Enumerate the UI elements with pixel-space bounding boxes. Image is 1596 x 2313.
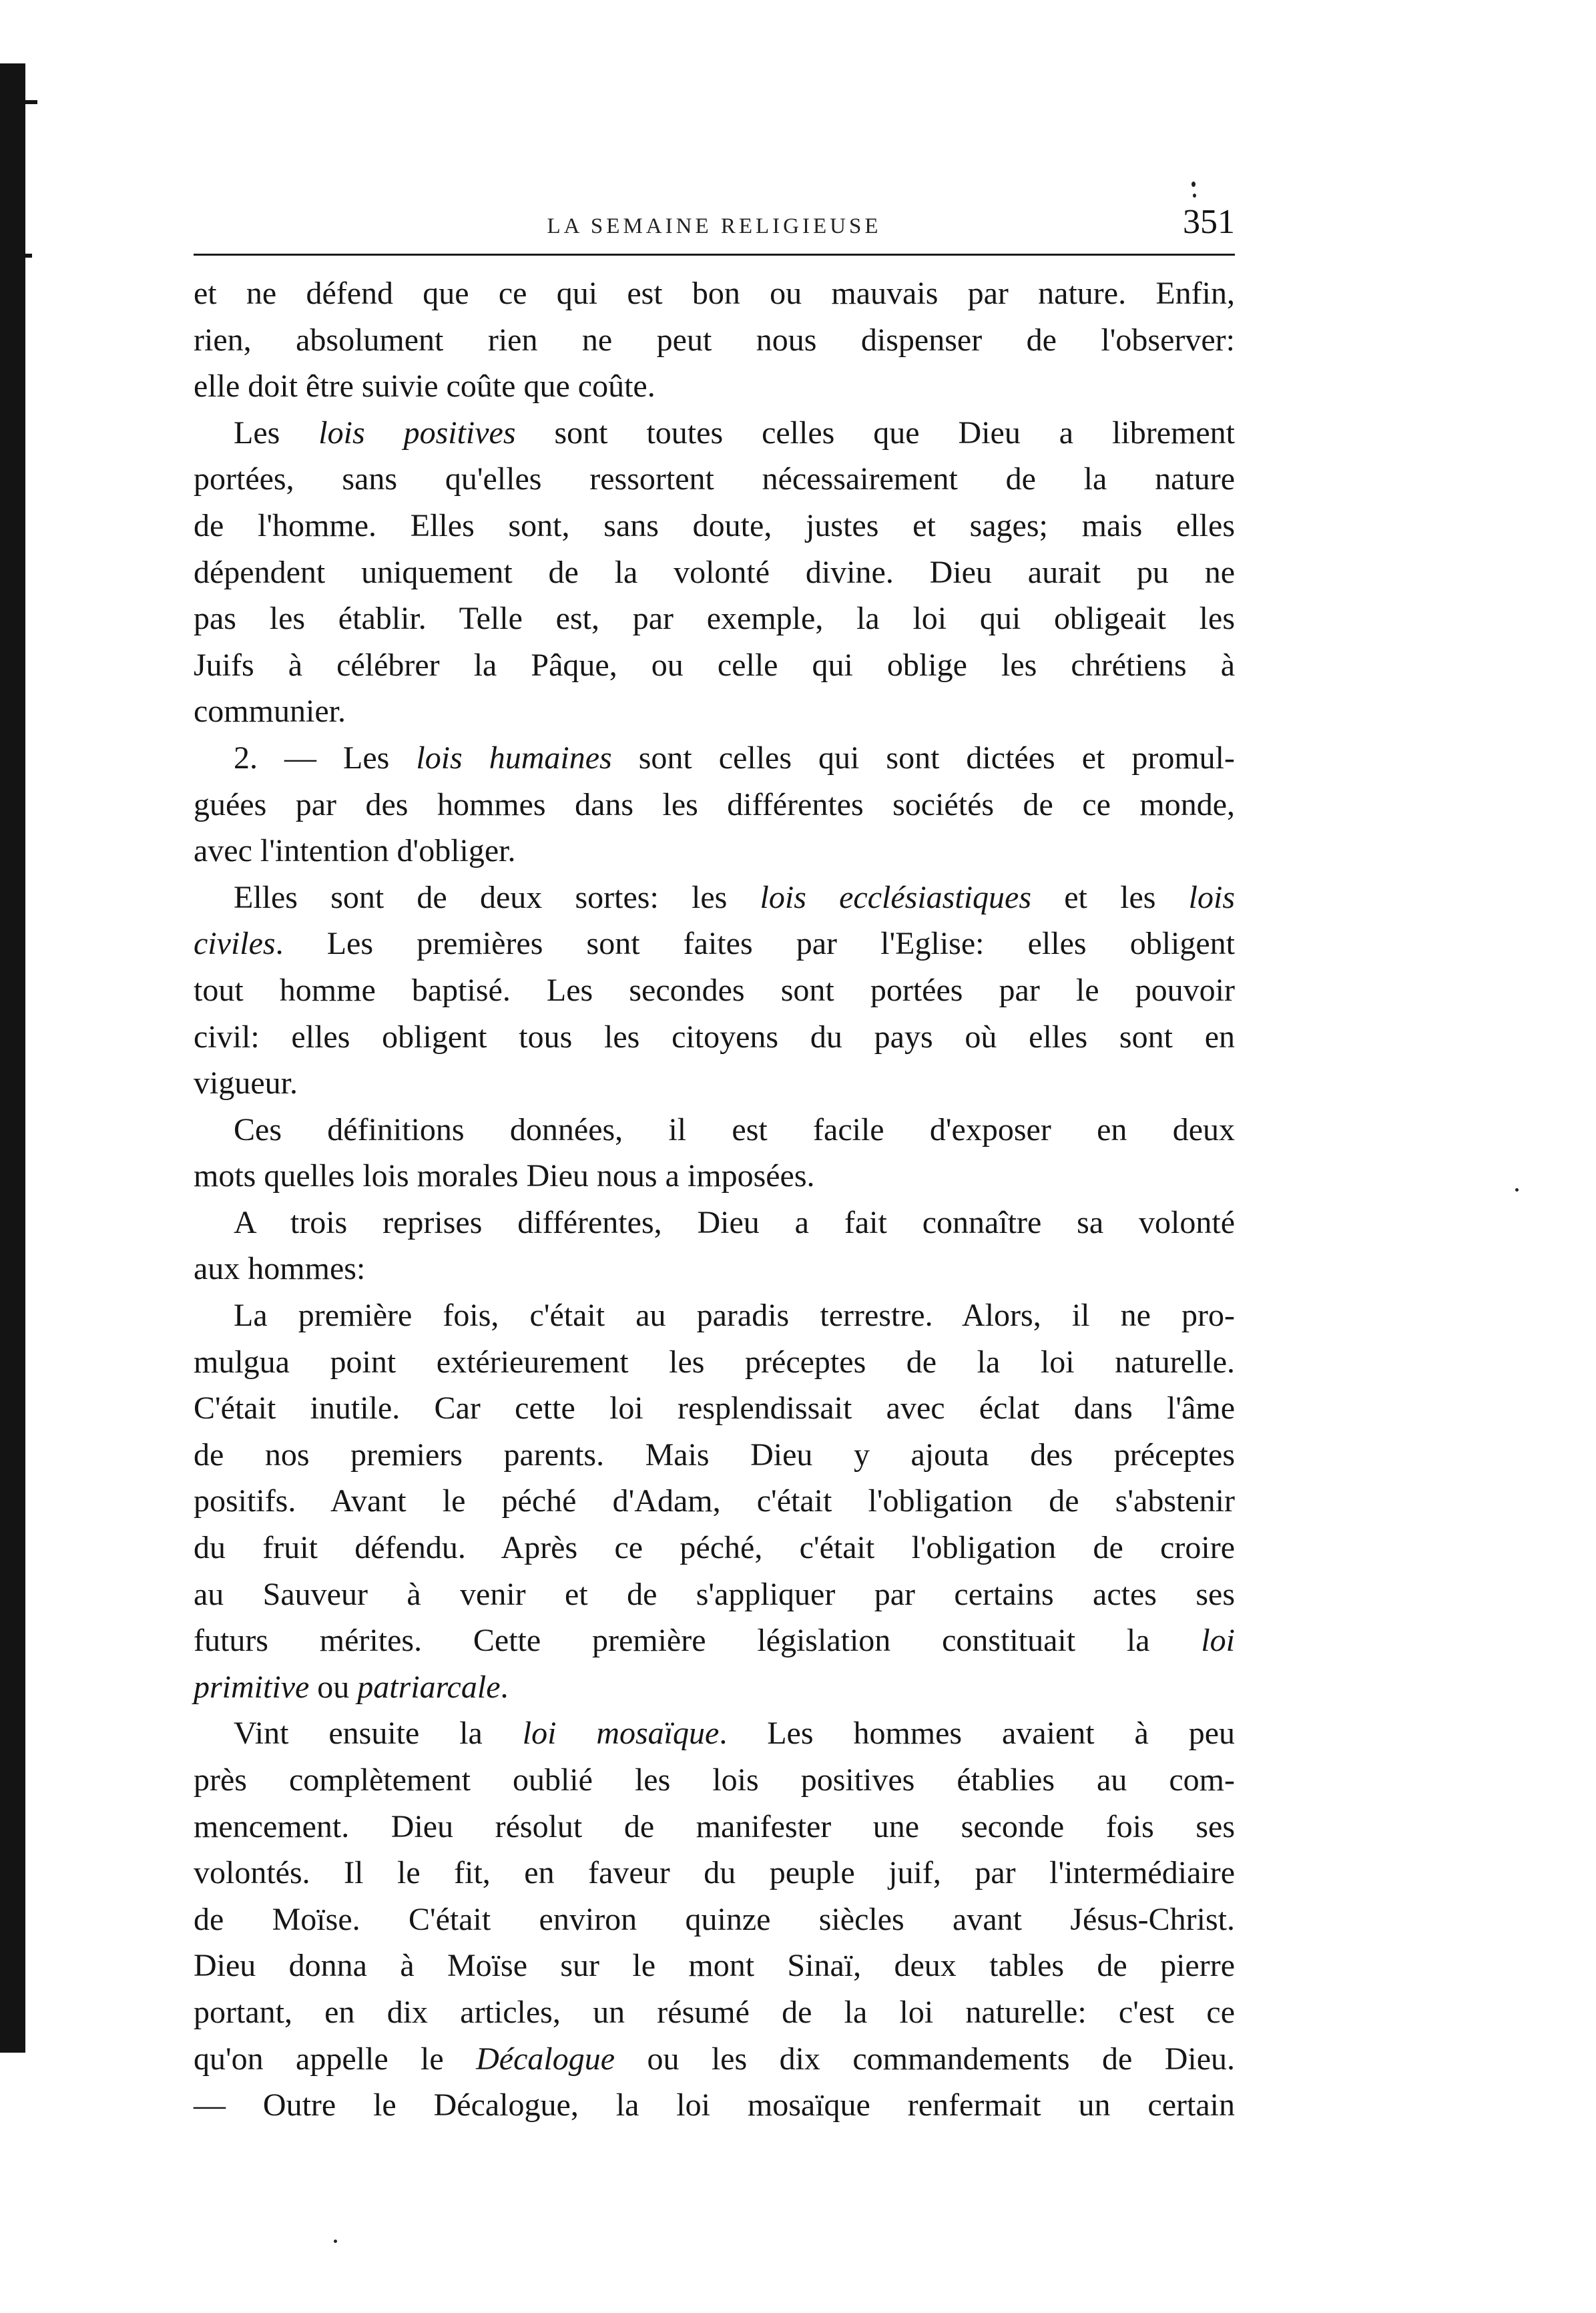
paragraph-loi-mosaique xyxy=(194,1710,1235,2128)
text-line xyxy=(194,1525,1235,1571)
text-line xyxy=(194,1571,1235,1618)
text-run: de l'homme. Elles sont, sans doute, justes et sages; mais elles xyxy=(194,507,1235,543)
text-run: du fruit défendu. Après ce péché, c'était l'obligation de croire xyxy=(194,1530,1235,1566)
text-line xyxy=(194,735,1235,782)
text-line xyxy=(194,921,1235,967)
text-run: C'était inutile. Car cette loi resplendissait avec éclat dans l'âme xyxy=(194,1390,1235,1427)
text-run: portées, sans qu'elles ressortent nécessairement de la nature xyxy=(194,461,1235,497)
text-line xyxy=(194,1804,1235,1850)
text-line xyxy=(194,410,1235,457)
text-line xyxy=(194,1339,1235,1386)
book-page xyxy=(194,200,1235,2129)
text-line xyxy=(194,1757,1235,1804)
text-run: positifs. Avant le péché d'Adam, c'était l'obligation de s'abstenir xyxy=(194,1483,1235,1519)
paragraph-deux-sortes xyxy=(194,874,1235,1107)
scan-binding-edge xyxy=(0,63,25,2053)
paragraph xyxy=(194,270,1235,410)
text-run: portant, en dix articles, un résumé de la loi naturelle: c'est ce xyxy=(194,1994,1235,2030)
text-run: A trois reprises différentes, Dieu a fait connaître sa volonté xyxy=(234,1204,1235,1240)
text-line xyxy=(194,642,1235,689)
scan-speck xyxy=(1191,182,1195,187)
text-line xyxy=(194,874,1235,921)
text-line xyxy=(194,1989,1235,2036)
text-run: tout homme baptisé. Les secondes sont portées par le pouvoir xyxy=(194,972,1235,1008)
italic-term: primitive xyxy=(194,1669,310,1705)
text-run: au Sauveur à venir et de s'appliquer par certains actes ses xyxy=(194,1576,1235,1612)
body-text xyxy=(194,270,1235,2129)
text-line xyxy=(194,1432,1235,1479)
text-run: communier. xyxy=(194,694,346,730)
page-number: 351 xyxy=(1183,203,1235,241)
text-run: aux hommes: xyxy=(194,1251,366,1287)
text-run: qu'on appelle le xyxy=(194,2041,477,2077)
text-run: civil: elles obligent tous les citoyens du pays où elles sont en xyxy=(194,1019,1235,1055)
text-line xyxy=(194,1478,1235,1525)
text-run: — Outre le Décalogue, la loi mosaïque renfermait un certain xyxy=(194,2087,1235,2123)
text-line xyxy=(194,1246,1235,1292)
paragraph-lois-positives xyxy=(194,410,1235,735)
text-run: mencement. Dieu résolut de manifester une seconde fois ses xyxy=(194,1808,1235,1844)
text-run: . xyxy=(500,1669,509,1705)
text-run: La première fois, c'était au paradis terrestre. Alors, il ne pro- xyxy=(234,1298,1235,1334)
text-line xyxy=(194,1617,1235,1664)
text-run: Les xyxy=(234,415,319,451)
text-line xyxy=(194,1060,1235,1107)
scan-artifact xyxy=(20,254,32,258)
italic-term: patriarcale xyxy=(357,1669,501,1705)
text-line xyxy=(194,1943,1235,1989)
text-line xyxy=(194,503,1235,549)
paragraph-premiere-fois xyxy=(194,1292,1235,1710)
text-line xyxy=(194,2082,1235,2129)
text-run: de Moïse. C'était environ quinze siècles avant Jésus-Christ. xyxy=(194,1901,1235,1937)
text-run: mulgua point extérieurement les préceptes de la loi naturelle. xyxy=(194,1344,1235,1380)
running-title: LA SEMAINE RELIGIEUSE xyxy=(547,214,882,238)
text-run: ou les dix commandements de Dieu. xyxy=(615,2041,1235,2077)
text-run: avec l'intention d'obliger. xyxy=(194,833,516,869)
text-run: mots quelles lois morales Dieu nous a imposées. xyxy=(194,1158,815,1194)
text-run: et ne défend que ce qui est bon ou mauvais par nature. Enfin, xyxy=(194,276,1235,311)
scan-artifact xyxy=(20,100,37,104)
text-line xyxy=(194,1896,1235,1943)
paragraph-lois-humaines xyxy=(194,735,1235,874)
text-run: guées par des hommes dans les différentes sociétés de ce monde, xyxy=(194,786,1235,822)
text-line xyxy=(194,782,1235,828)
text-run: . Les hommes avaient à peu xyxy=(719,1716,1235,1752)
italic-term: civiles xyxy=(194,926,276,962)
text-run: elle doit être suivie coûte que coûte. xyxy=(194,368,655,405)
scan-speck xyxy=(1193,194,1196,198)
text-line xyxy=(194,1014,1235,1061)
scan-speck xyxy=(334,2240,337,2243)
italic-term: lois positives xyxy=(318,415,516,451)
text-run: . Les premières sont faites par l'Eglise: elles obligent xyxy=(275,926,1235,962)
text-run: de nos premiers parents. Mais Dieu y ajouta des préceptes xyxy=(194,1437,1235,1473)
text-line xyxy=(194,1153,1235,1200)
text-run: volontés. Il le fit, en faveur du peuple juif, par l'intermédiaire xyxy=(194,1855,1235,1891)
text-line xyxy=(194,688,1235,735)
text-run: près complètement oublié les lois positives établies au com- xyxy=(194,1762,1235,1798)
text-line xyxy=(194,967,1235,1014)
text-run: et les xyxy=(1031,879,1189,915)
text-line xyxy=(194,1850,1235,1896)
text-run: Juifs à célébrer la Pâque, ou celle qui oblige les chrétiens à xyxy=(194,647,1235,683)
text-line xyxy=(194,828,1235,874)
italic-term: loi xyxy=(1201,1623,1235,1659)
text-line xyxy=(194,1664,1235,1711)
text-run: dépendent uniquement de la volonté divine. Dieu aurait pu ne xyxy=(194,554,1235,590)
paragraph-definitions xyxy=(194,1107,1235,1200)
paragraph-trois-reprises xyxy=(194,1200,1235,1292)
text-run: pas les établir. Telle est, par exemple, la loi qui obligeait les xyxy=(194,601,1235,637)
italic-term: loi mosaïque xyxy=(522,1716,720,1752)
text-line xyxy=(194,1710,1235,1757)
text-run: vigueur. xyxy=(194,1065,298,1101)
text-line xyxy=(194,1200,1235,1246)
page-header xyxy=(194,200,1235,256)
text-line xyxy=(194,270,1235,317)
text-line xyxy=(194,549,1235,596)
text-line xyxy=(194,1385,1235,1432)
text-line xyxy=(194,2036,1235,2083)
text-line xyxy=(194,1292,1235,1339)
text-run: sont celles qui sont dictées et promul- xyxy=(611,740,1235,776)
text-run: Dieu donna à Moïse sur le mont Sinaï, deux tables de pierre xyxy=(194,1948,1235,1984)
text-run: futurs mérites. Cette première législation constituait la xyxy=(194,1623,1202,1659)
text-run: rien, absolument rien ne peut nous dispenser de l'observer: xyxy=(194,322,1235,358)
italic-term: lois humaines xyxy=(416,740,612,776)
scan-speck xyxy=(1515,1188,1519,1192)
text-run: sont toutes celles que Dieu a librement xyxy=(515,415,1235,451)
text-run: ou xyxy=(309,1669,358,1705)
italic-term: lois ecclésiastiques xyxy=(760,879,1032,915)
text-run: Vint ensuite la xyxy=(234,1716,523,1752)
text-run: 2. — Les xyxy=(234,740,417,776)
text-line xyxy=(194,456,1235,503)
text-run: Elles sont de deux sortes: les xyxy=(234,879,760,915)
italic-term: Décalogue xyxy=(476,2041,615,2077)
text-run: Ces définitions données, il est facile d'exposer en deux xyxy=(234,1111,1235,1147)
text-line xyxy=(194,595,1235,642)
text-line xyxy=(194,363,1235,410)
italic-term: lois xyxy=(1188,879,1235,915)
text-line xyxy=(194,317,1235,364)
text-line xyxy=(194,1107,1235,1153)
